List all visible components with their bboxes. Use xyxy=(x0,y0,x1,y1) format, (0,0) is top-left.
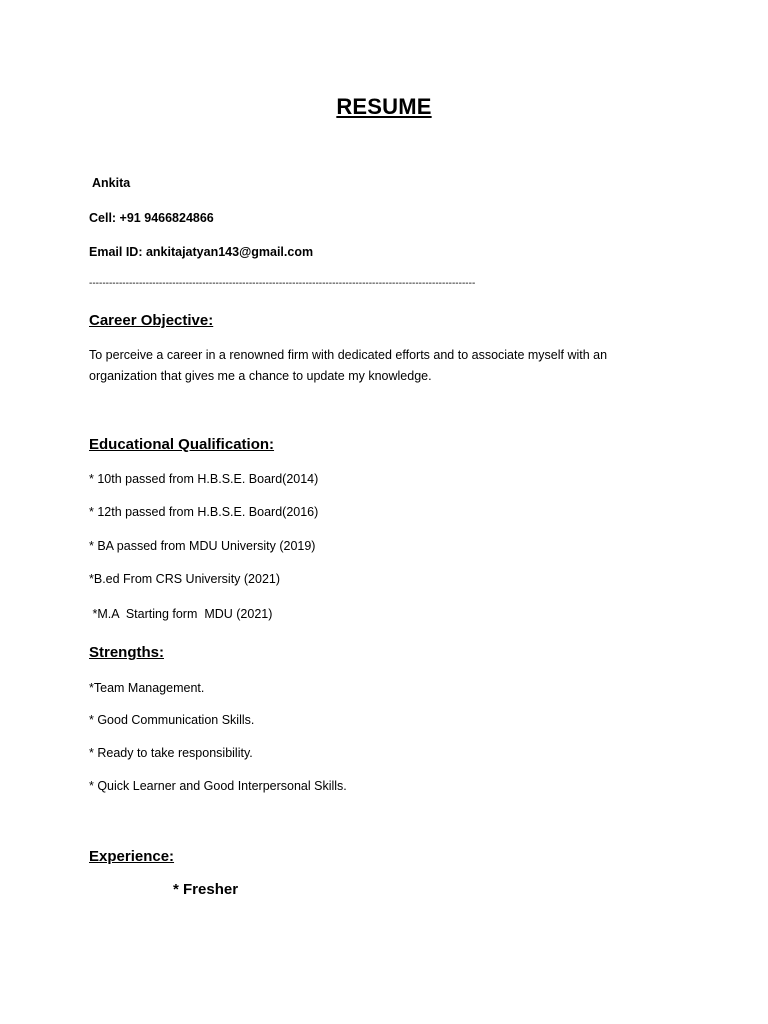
experience-item: * Fresher xyxy=(173,881,239,898)
strength-item: * Good Communication Skills. xyxy=(89,713,255,727)
education-item: * 10th passed from H.B.S.E. Board(2014) xyxy=(89,472,319,486)
strengths-heading: Strengths: xyxy=(89,644,164,661)
education-item: * 12th passed from H.B.S.E. Board(2016) xyxy=(89,505,319,519)
education-item: *M.A Starting form MDU (2021) xyxy=(89,607,273,621)
cell-number: Cell: +91 9466824866 xyxy=(89,211,214,225)
career-objective-line: To perceive a career in a renowned firm with dedicated efforts and to associate myself with an xyxy=(89,348,608,362)
career-objective-heading: Career Objective: xyxy=(89,312,214,329)
candidate-name: Ankita xyxy=(89,176,131,190)
section-divider: -------------------------------------------------------------------------------------------------------------------- xyxy=(89,279,476,289)
strength-item: *Team Management. xyxy=(89,681,205,695)
resume-title: RESUME xyxy=(336,94,432,119)
strength-item: * Quick Learner and Good Interpersonal Skills. xyxy=(89,779,347,793)
education-heading: Educational Qualification: xyxy=(89,436,275,453)
experience-heading: Experience: xyxy=(89,848,175,865)
education-item: *B.ed From CRS University (2021) xyxy=(89,572,281,586)
career-objective-line: organization that gives me a chance to update my knowledge. xyxy=(89,369,432,383)
strength-item: * Ready to take responsibility. xyxy=(89,746,253,760)
email-id: Email ID: ankitajatyan143@gmail.com xyxy=(89,245,314,259)
education-item: * BA passed from MDU University (2019) xyxy=(89,539,316,553)
